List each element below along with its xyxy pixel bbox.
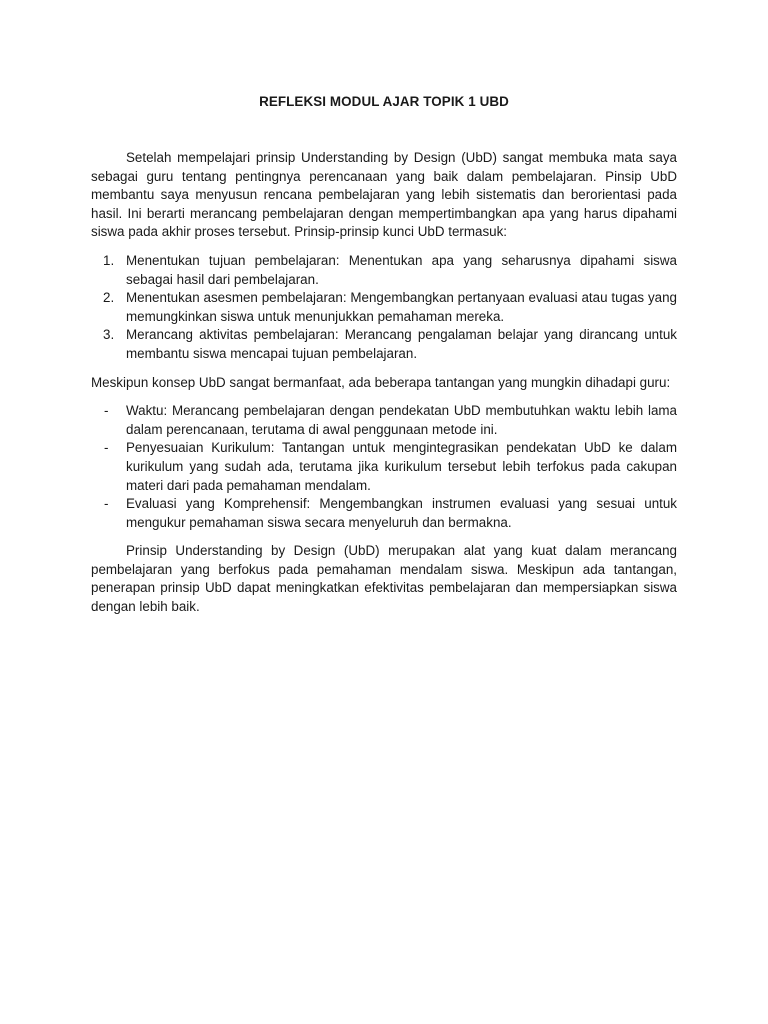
list-item <box>91 402 677 439</box>
list-number: 3. <box>103 327 115 343</box>
list-item <box>91 326 677 363</box>
list-item-text: Merancang aktivitas pembelajaran: Merancang pengalaman belajar yang dirancang untuk membantu siswa mencapai tujuan pembelajaran. <box>126 327 677 361</box>
list-item-text: Menentukan tujuan pembelajaran: Menentukan apa yang seharusnya dipahami siswa sebagai hasil dari pembelajaran. <box>126 252 677 287</box>
principles-list <box>91 252 677 364</box>
challenges-list <box>91 402 677 532</box>
dash-bullet: - <box>104 440 109 456</box>
intro-paragraph: Setelah mempelajari prinsip Understanding by Design (UbD) sangat membuka mata saya sebagai guru tentang pentingnya perencanaan yang baik dalam pembelajaran. Pinsip UbD membantu saya menyusun rencana pembelajaran yang lebih sistematis dan berorientasi pada hasil. Ini berarti merancang pembelajaran dengan mempertimbangkan apa yang harus dipahami siswa pada akhir proses tersebut. Prinsip-prinsip kunci UbD termasuk: <box>91 150 677 240</box>
list-item <box>91 252 677 289</box>
list-number: 1. <box>103 252 115 268</box>
challenges-intro-paragraph: Meskipun konsep UbD sangat bermanfaat, ada beberapa tantangan yang mungkin dihadapi guru: <box>91 374 671 390</box>
list-number: 2. <box>103 290 115 306</box>
list-item-text: Evaluasi yang Komprehensif: Mengembangkan instrumen evaluasi yang sesuai untuk mengukur pemahaman siswa secara menyeluruh dan bermakna. <box>126 496 677 530</box>
dash-bullet: - <box>104 403 109 419</box>
dash-bullet: - <box>104 496 109 512</box>
list-item <box>91 289 677 326</box>
document-title: REFLEKSI MODUL AJAR TOPIK 1 UBD <box>259 94 509 109</box>
list-item <box>91 495 677 532</box>
list-item-text: Waktu: Merancang pembelajaran dengan pendekatan UbD membutuhkan waktu lebih lama dalam perencanaan, terutama di awal penggunaan metode ini. <box>126 403 677 437</box>
conclusion-paragraph: Prinsip Understanding by Design (UbD) merupakan alat yang kuat dalam merancang pembelajaran yang berfokus pada pemahaman mendalam siswa. Meskipun ada tantangan, penerapan prinsip UbD dapat meningkatkan efektivitas pembelajaran dan mempersiapkan siswa dengan lebih baik. <box>91 543 677 615</box>
list-item-text: Menentukan asesmen pembelajaran: Mengembangkan pertanyaan evaluasi atau tugas yang memungkinkan siswa untuk menunjukkan pemahaman mereka. <box>126 290 677 324</box>
list-item-text: Penyesuaian Kurikulum: Tantangan untuk mengintegrasikan pendekatan UbD ke dalam kurikulum yang sudah ada, terutama jika kurikulum tersebut lebih terfokus pada cakupan materi dari pada pemahaman mendalam. <box>126 440 677 493</box>
list-item <box>91 439 677 495</box>
